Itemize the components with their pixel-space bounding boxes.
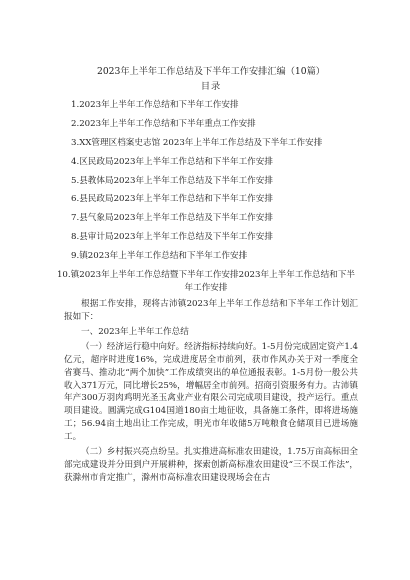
toc-item: 2.2023年上半年工作总结和下半年重点工作安排 <box>71 118 256 129</box>
toc-item: 4.区民政局2023年上半年工作总结和下半年工作安排 <box>71 156 273 167</box>
table-of-contents <box>56 99 358 295</box>
section-heading: 一、2023年上半年工作总结 <box>81 327 189 337</box>
toc-item: 9.镇2023年上半年工作总结和下半年工作安排 <box>71 251 248 262</box>
toc-item: 3.XX管理区档案史志馆 2023年上半年工作总结及下半年工作安排 <box>71 137 323 148</box>
body-paragraph: （一）经济运行稳中向好。经济指标持续向好。1-5月份完成固定资产1.4亿元，超序时进度16%，完成进度居全市前列，获市作风办关于对一季度全省赛马、推动北“两个加快”工作成绩突出的单位通报表彰。1-5月份一般公共收入371万元，同比增长25%，增幅居全市前列。招商引资服务有力。古沛镇年产300万羽肉鸡明光圣玉禽业产业有限公司完成项目建设，投产运行。重点项目建设。圓满完成G104国道180亩土地征收，具备施工条件，即将进场施工；56.94亩土地出让工作完成，明光市年收储5万吨粮食仓储项目已进场施工。 <box>64 342 358 442</box>
toc-item: 10.镇2023年上半年工作总结暨下半年工作安排2023年上半年工作总结和下半年工作安排 <box>56 270 356 294</box>
document-title: 2023年上半年工作总结及下半年工作安排汇编（10篇） <box>96 66 325 77</box>
toc-heading: 目录 <box>200 81 222 92</box>
toc-item: 5.县教体局2023年上半年工作总结及下半年工作安排 <box>71 175 273 186</box>
intro-paragraph: 根据工作安排，现将古沛镇2023年上半年工作总结和下半年工作计划汇报如下： <box>64 299 358 322</box>
body-paragraph: （二）乡村振兴亮点纷呈。扎实推进高标准农田建设，1.75万亩高标田全部完成建设并分田到户开展耕种，探索创新高标准农田建设“三不误工作法”，获滁州市肯定推广，滁州市高标准农田建设现场会在古 <box>64 446 358 483</box>
toc-item: 1.2023年上半年工作总结和下半年工作安排 <box>71 100 239 110</box>
toc-item: 8.县审计局2023年上半年工作总结及下半年工作安排 <box>71 232 273 243</box>
toc-item: 6.县民政局2023年上半年工作总结和下半年工作安排 <box>71 194 273 205</box>
toc-item: 7.县气象局2023年上半年工作总结及下半年工作安排 <box>71 213 273 224</box>
